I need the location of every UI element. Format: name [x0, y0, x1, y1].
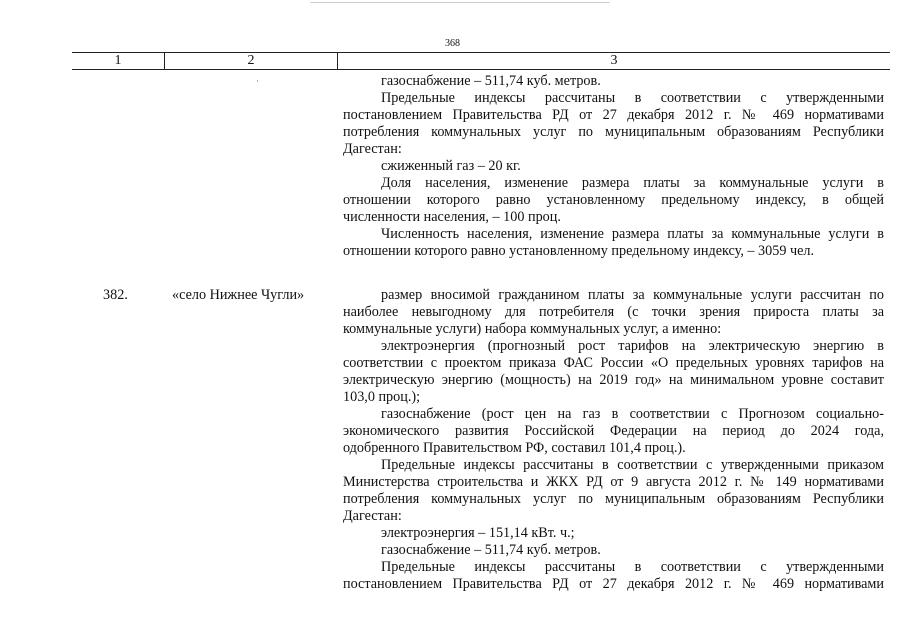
intro-para-line: коммунальные услуги) набора коммунальных услуг, а именно: — [343, 321, 722, 337]
header-col-1: 1 — [114, 53, 122, 68]
electro-para-line: 103,0 проц.); — [343, 389, 421, 405]
row-number: 382. — [103, 287, 128, 303]
gas-para-line: газоснабжение (рост цен на газ в соответствии с Прогнозом социально- — [381, 406, 884, 422]
scan-speck: · — [256, 76, 259, 86]
indices-para-line: потребления коммунальных услуг по муниципальным образованиям Республики — [343, 124, 884, 140]
line-electricity: электроэнергия – 151,14 кВт. ч.; — [381, 525, 575, 541]
gas-para-line: одобренного Правительством РФ, составил 101,4 проц.). — [343, 440, 686, 456]
header-col-2: 2 — [247, 53, 255, 68]
line-gas-supply: газоснабжение – 511,74 куб. метров. — [381, 542, 601, 558]
indices-min-para-line: потребления коммунальных услуг по муниципальным образованиям Республики — [343, 491, 884, 507]
count-para-line: отношении которого равно установленному предельному индексу, – 3059 чел. — [343, 243, 815, 259]
indices-para-line: Предельные индексы рассчитаны в соответствии с утвержденными — [381, 90, 884, 106]
electro-para-line: электроэнергия (прогнозный рост тарифов на электрическую энергию в — [381, 338, 884, 354]
indices-para-line: Дагестан: — [343, 141, 402, 157]
indices-min-para-line: Дагестан: — [343, 508, 402, 524]
electro-para-line: соответствии с проектом приказа ФАС России «О предельных уровнях тарифов на — [343, 355, 884, 371]
intro-para-line: размер вносимой гражданином платы за коммунальные услуги рассчитан по — [381, 287, 884, 303]
continued-text-block — [343, 73, 884, 260]
indices-min-para-line: Предельные индексы рассчитаны в соответствии с утвержденными приказом — [381, 457, 884, 473]
table-header — [72, 52, 890, 70]
row-382-text-block — [343, 287, 884, 593]
share-para-line: численности населения, – 100 проц. — [343, 209, 561, 225]
line-liquefied-gas: сжиженный газ – 20 кг. — [381, 158, 521, 174]
scan-top-edge — [310, 2, 610, 3]
count-para-line: Численность населения, изменение размера платы за коммунальные услуги в — [381, 226, 884, 242]
gas-para-line: экономического развития Российской Федерации на период до 2024 года, — [343, 423, 884, 439]
indices-gov-para-line: Предельные индексы рассчитаны в соответствии с утвержденными — [381, 559, 884, 575]
page-number: 368 — [445, 38, 460, 49]
intro-para-line: наиболее невыгодному для потребителя (с точки зрения прироста платы за — [343, 304, 884, 320]
settlement-name: «село Нижнее Чугли» — [172, 287, 305, 303]
share-para-line: Доля населения, изменение размера платы за коммунальные услуги в — [381, 175, 884, 191]
indices-gov-para-line: постановлением Правительства РД от 27 декабря 2012 г. № 469 нормативами — [343, 576, 884, 592]
share-para-line: отношении которого равно установленному предельному индексу, в общей — [343, 192, 884, 208]
header-col-3: 3 — [610, 53, 618, 68]
line-gas-supply: газоснабжение – 511,74 куб. метров. — [381, 73, 601, 89]
electro-para-line: электрическую энергию (мощность) на 2019 год» на минимальном уровне составит — [343, 372, 884, 388]
indices-min-para-line: Министерства строительства и ЖКХ РД от 9 августа 2012 г. № 149 нормативами — [343, 474, 884, 490]
indices-para-line: постановлением Правительства РД от 27 декабря 2012 г. № 469 нормативами — [343, 107, 884, 123]
